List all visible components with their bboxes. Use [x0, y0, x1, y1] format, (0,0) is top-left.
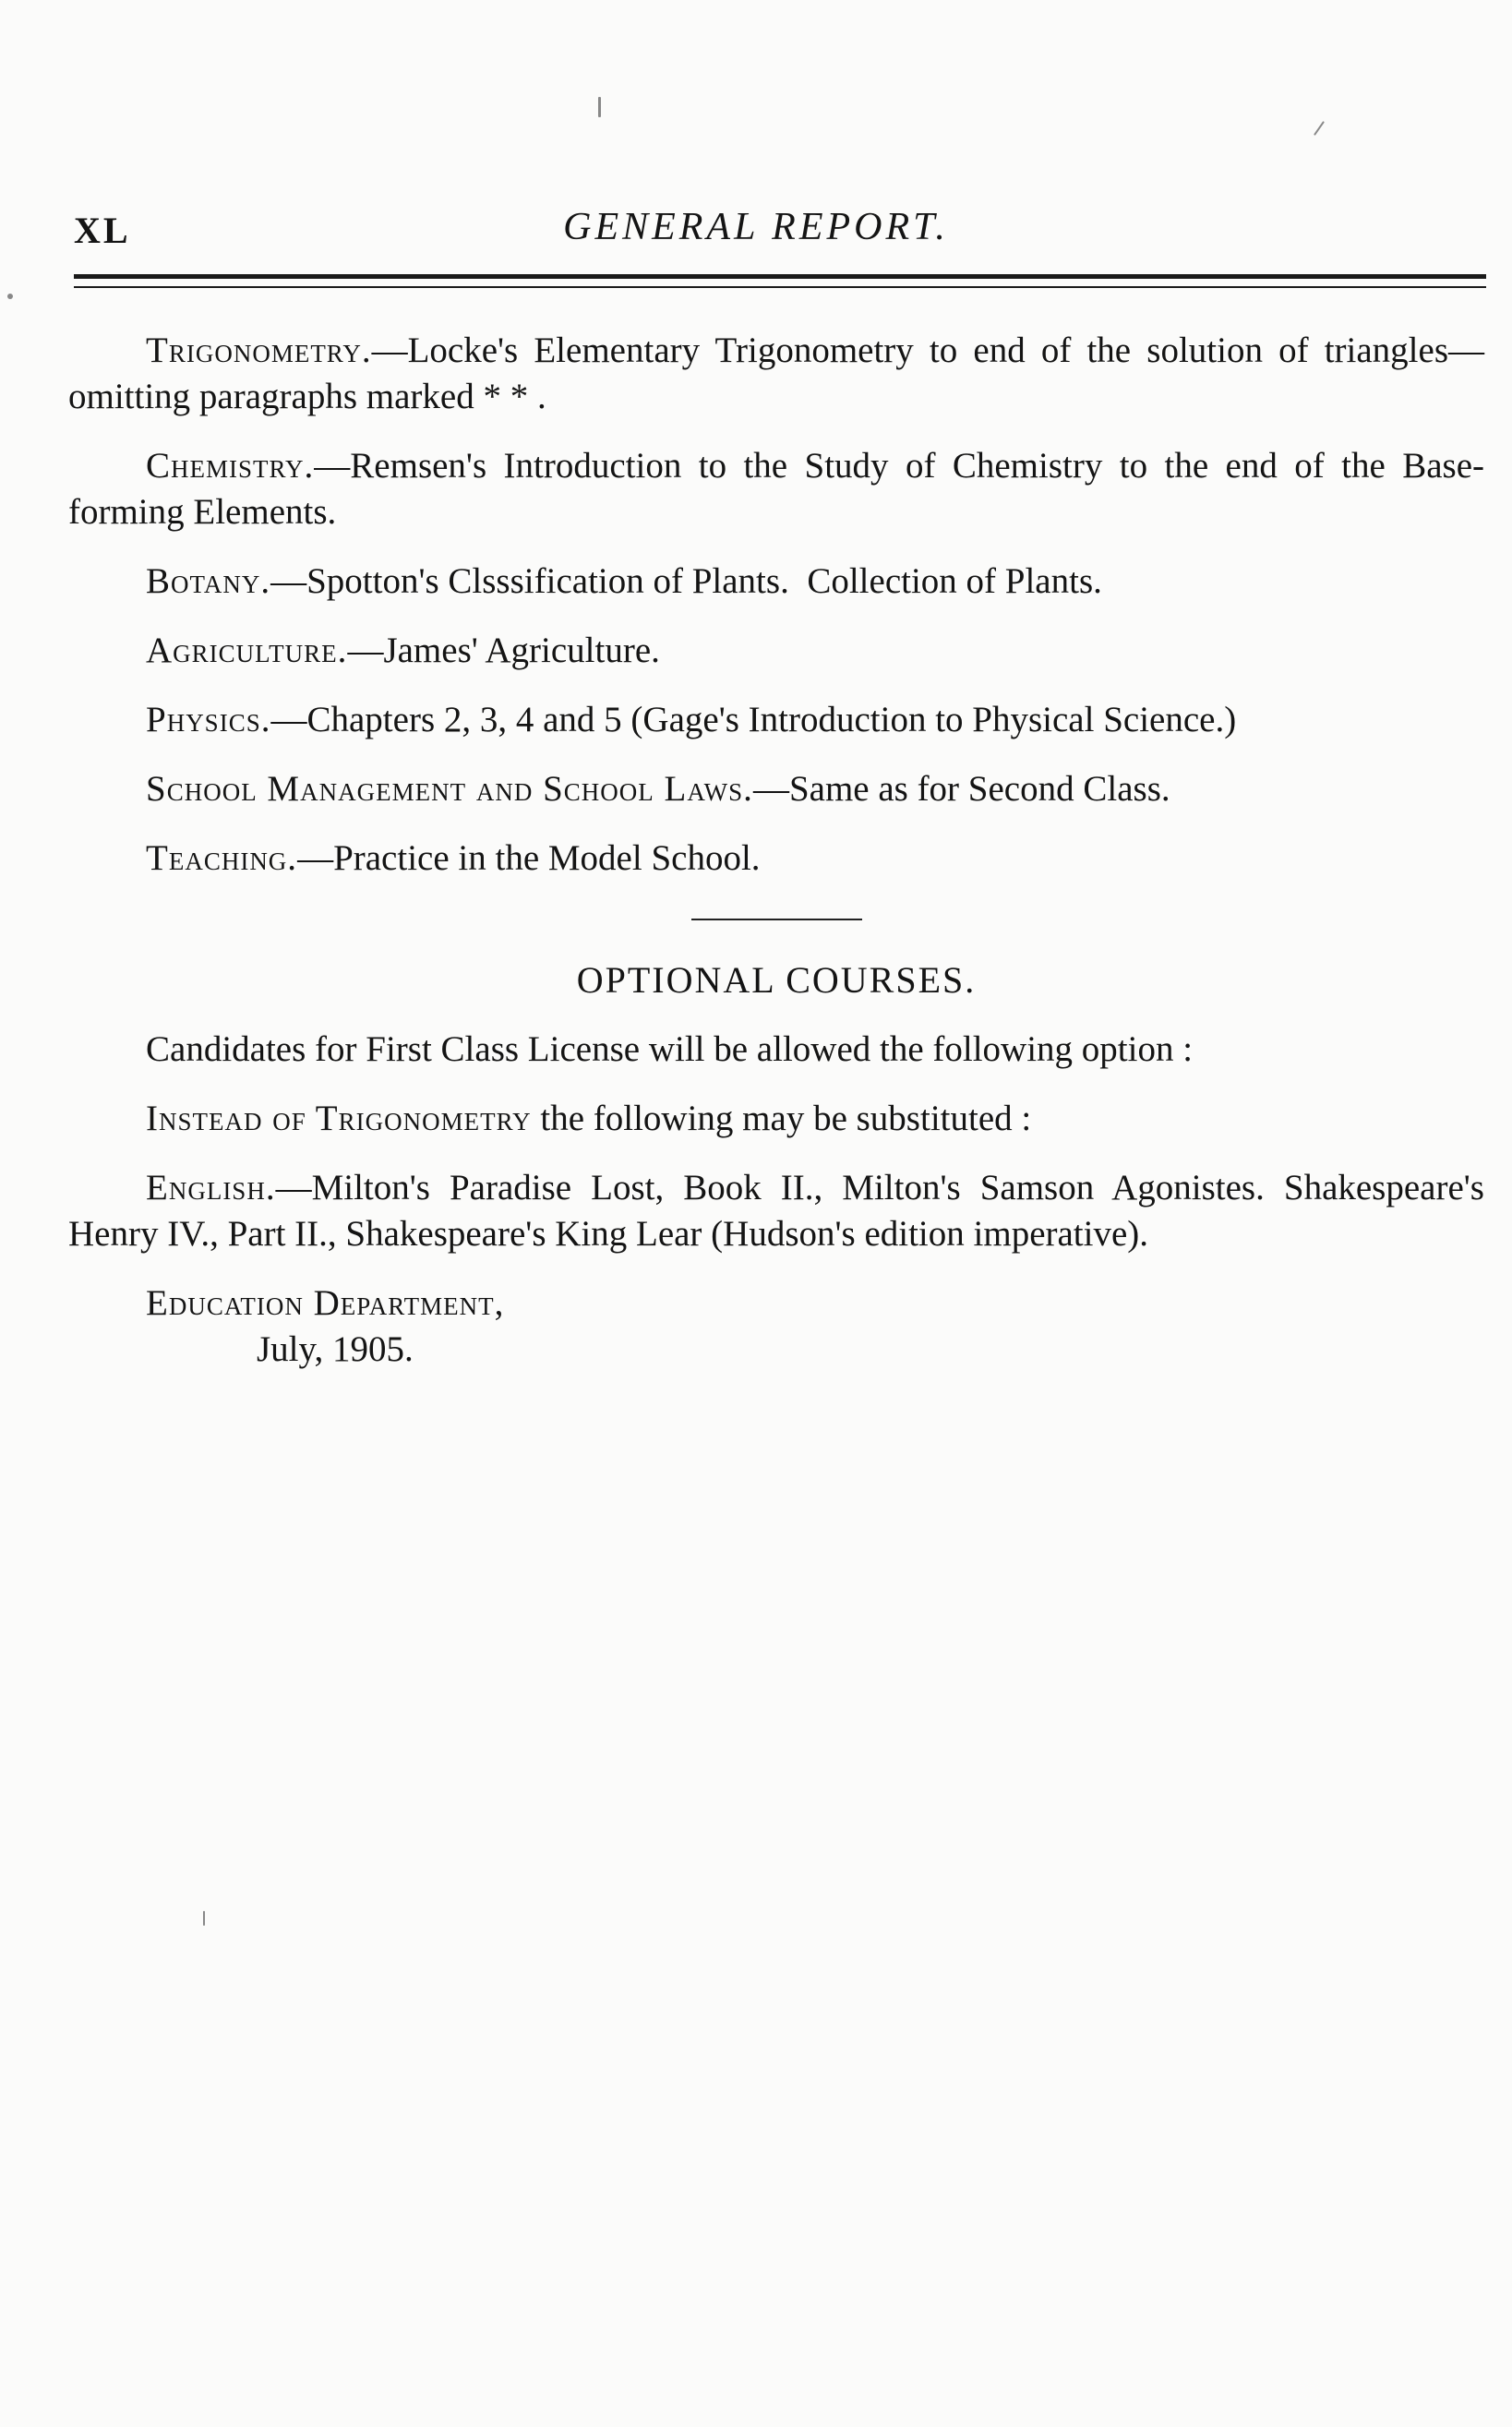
subject-label: Agriculture. — [146, 631, 348, 670]
subject-trigonometry — [68, 328, 1484, 420]
section-divider — [691, 919, 862, 920]
scan-mark — [203, 1911, 205, 1926]
optional-english — [68, 1165, 1484, 1257]
subject-text: —Remsen's Introduction to the Study of Chemistry to the end of the Base-forming Elements. — [68, 446, 1484, 532]
scan-mark — [598, 97, 601, 117]
optional-intro: Candidates for First Class License will be allowed the following option : — [146, 1029, 1194, 1069]
optional-courses-heading: OPTIONAL COURSES. — [576, 959, 977, 1001]
signoff-date: July, 1905. — [257, 1329, 414, 1369]
english-text: —Milton's Paradise Lost, Book II., Milton's Samson Agonistes. Shakespeare's Henry IV., Part II., Shakespeare's King Lear (Hudson's edition imperative). — [68, 1168, 1484, 1254]
subject-text: —James' Agriculture. — [347, 631, 660, 670]
subject-text: —Locke's Elementary Trigonometry to end of the solution of triangles—omitting paragraphs marked * * . — [68, 330, 1484, 416]
subject-label: Botany. — [146, 561, 271, 601]
instead-text: the following may be substituted : — [531, 1099, 1032, 1138]
instead-label: Instead of Trigonometry — [146, 1099, 532, 1138]
subject-text: —Chapters 2, 3, 4 and 5 (Gage's Introduction to Physical Science.) — [270, 700, 1237, 739]
page-body — [68, 328, 1484, 1373]
running-title: GENERAL REPORT. — [563, 206, 949, 248]
signoff — [146, 1280, 1484, 1373]
subject-agriculture — [68, 628, 1484, 674]
subject-text: —Same as for Second Class. — [752, 769, 1170, 809]
subject-label: School Management and School Laws. — [146, 769, 753, 809]
subject-label: Teaching. — [146, 838, 298, 878]
page-number: XL — [74, 210, 131, 251]
subject-label: Chemistry. — [146, 446, 315, 486]
scan-mark — [1314, 121, 1325, 136]
subject-chemistry — [68, 443, 1484, 535]
header-rule-thin — [74, 286, 1486, 288]
subject-school-management — [68, 766, 1484, 812]
subject-physics — [68, 697, 1484, 743]
subject-label: Trigonometry. — [146, 330, 372, 370]
page-header — [0, 205, 1512, 260]
subject-text: —Spotton's Clsssification of Plants. Collection of Plants. — [270, 561, 1102, 601]
subject-botany — [68, 559, 1484, 605]
english-label: English. — [146, 1168, 276, 1207]
scan-mark — [7, 294, 13, 299]
signoff-department: Education Department, — [146, 1283, 505, 1323]
optional-instead — [68, 1096, 1484, 1142]
subject-text: —Practice in the Model School. — [297, 838, 761, 878]
header-rule-thick — [74, 274, 1486, 279]
subject-label: Physics. — [146, 700, 271, 739]
subject-teaching — [68, 835, 1484, 882]
